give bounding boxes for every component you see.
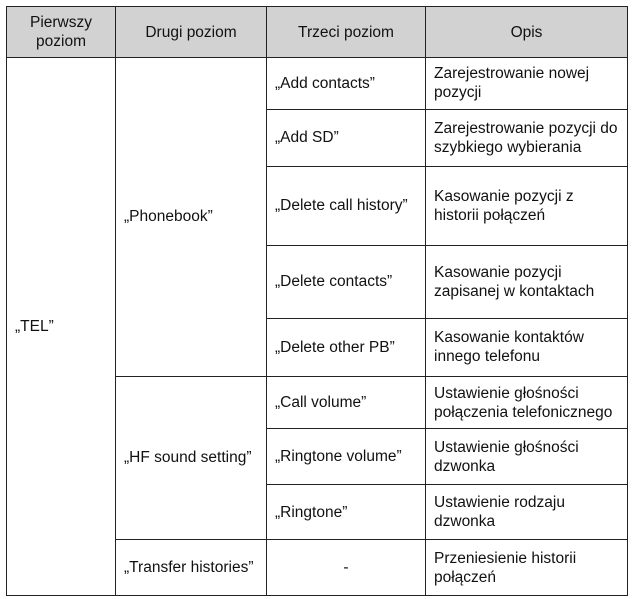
header-row bbox=[7, 7, 628, 58]
level2-hf-sound-setting: „HF sound setting” bbox=[116, 376, 267, 539]
level3-ringtone-volume: „Ringtone volume” bbox=[267, 429, 426, 485]
desc-ringtone: Ustawienie rodzaju dzwonka bbox=[426, 485, 628, 540]
level1-tel: „TEL” bbox=[7, 58, 116, 596]
level3-transfer-histories: - bbox=[267, 540, 426, 596]
level3-add-sd: „Add SD” bbox=[267, 109, 426, 166]
desc-call-volume: Ustawienie głośności połączenia telefonicznego bbox=[426, 376, 628, 429]
header-level1: Pierwszy poziom bbox=[7, 7, 116, 58]
menu-table bbox=[6, 6, 628, 596]
desc-transfer-histories: Przeniesienie historii połączeń bbox=[426, 540, 628, 596]
table-row bbox=[7, 58, 628, 110]
level3-call-volume: „Call volume” bbox=[267, 376, 426, 429]
header-level2: Drugi poziom bbox=[116, 7, 267, 58]
desc-delete-other-pb: Kasowanie kontaktów innego telefonu bbox=[426, 318, 628, 376]
level3-ringtone: „Ringtone” bbox=[267, 485, 426, 540]
level3-delete-other-pb: „Delete other PB” bbox=[267, 318, 426, 376]
level3-delete-call-history: „Delete call history” bbox=[267, 166, 426, 246]
level3-delete-contacts: „Delete contacts” bbox=[267, 246, 426, 318]
desc-ringtone-volume: Ustawienie głośności dzwonka bbox=[426, 429, 628, 485]
header-level3: Trzeci poziom bbox=[267, 7, 426, 58]
desc-delete-contacts: Kasowanie pozycji zapisanej w kontaktach bbox=[426, 246, 628, 318]
desc-delete-call-history: Kasowanie pozycji z historii połączeń bbox=[426, 166, 628, 246]
desc-add-contacts: Zarejestrowanie nowej pozycji bbox=[426, 58, 628, 110]
level2-phonebook: „Phonebook” bbox=[116, 58, 267, 377]
header-description: Opis bbox=[426, 7, 628, 58]
level2-transfer-histories: „Transfer histories” bbox=[116, 540, 267, 596]
desc-add-sd: Zarejestrowanie pozycji do szybkiego wybierania bbox=[426, 109, 628, 166]
level3-add-contacts: „Add contacts” bbox=[267, 58, 426, 110]
